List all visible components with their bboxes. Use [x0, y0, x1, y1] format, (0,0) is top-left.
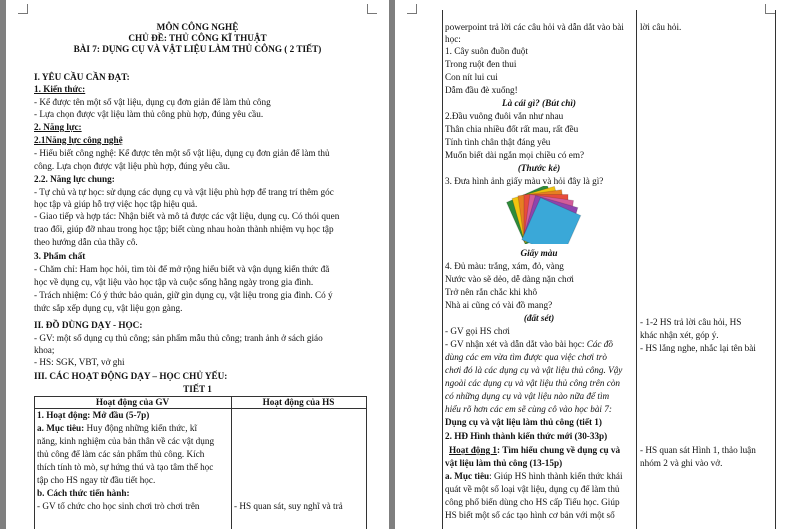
riddle-line: Thân chia nhiều đốt rất mau, rất đều — [445, 124, 579, 134]
subsection-heading: 2.1Năng lực công nghệ — [34, 135, 123, 145]
riddle-line: Muốn biết dài ngắn mọi chiều có em? — [445, 150, 585, 160]
text-line: - Trách nhiệm: Có ý thức bảo quản, giữ gìn dụng cụ, vật liệu trong gia đình. Có ý — [34, 290, 333, 300]
subsection-heading: 3. Phẩm chất — [34, 251, 86, 261]
riddle-line: 1. Cây suôn đuồn đuột — [445, 46, 528, 56]
subject-title: MÔN CÔNG NGHỆ — [156, 22, 239, 32]
table-text: - GV tổ chức cho học sinh chơi trò chơi trên — [37, 501, 200, 511]
crop-mark — [407, 4, 417, 14]
table-text: Huy động những kiến thức, kĩ — [84, 423, 198, 433]
crop-mark — [18, 4, 28, 14]
subsection-heading: 1. Kiến thức: — [34, 84, 86, 94]
table-text: Dụng cụ và vật liệu làm thủ công (tiết 1) — [445, 417, 602, 427]
table-text: thủ công để làm các sản phẩm thủ công. Kích — [37, 449, 205, 459]
table-text: HS biết một số các tạo hình cơ bản với một số — [445, 510, 615, 520]
table-text: : Giúp HS hình thành kiến thức khái — [489, 471, 623, 481]
table-text: lời câu hỏi. — [640, 22, 682, 32]
table-text: khác nhận xét, góp ý. — [640, 330, 719, 340]
table-text: nhóm 2 và ghi vào vở. — [640, 458, 723, 468]
riddle-answer: (đất sét) — [523, 313, 555, 323]
left-page — [6, 0, 389, 529]
text-line: - Lựa chọn được vật liệu làm thủ công phù hợp, đúng yêu cầu. — [34, 109, 264, 119]
table-text: thích tính tò mò, sự hứng thú và tạo tâm thế học — [37, 462, 214, 472]
column-header: Hoạt động của HS — [262, 397, 335, 407]
topic-title: CHỦ ĐỀ: THỦ CÔNG KĨ THUẬT — [128, 33, 267, 43]
table-text: dùng các em vừa tìm được qua việc chơi trò — [445, 352, 607, 362]
crop-mark — [367, 4, 377, 14]
table-text: vật liệu làm thủ công (13-15p) — [445, 458, 563, 468]
riddle-line: Dẫm đầu đè xuống! — [445, 85, 518, 95]
table-text: - 1-2 HS trả lời câu hỏi, HS — [640, 317, 742, 327]
text-line: khoa; — [34, 345, 55, 355]
table-text — [445, 339, 613, 350]
section-heading: II. ĐỒ DÙNG DẠY - HỌC: — [34, 320, 143, 330]
table-text-underline: Hoạt động 1 — [449, 445, 497, 455]
riddle-line: Con nít lui cui — [445, 72, 498, 82]
text-line: học về dụng cụ, vật liệu vào học tập và cuộc sống hằng ngày trong gia đình. — [34, 277, 314, 287]
table-text-italic: Các đồ — [586, 339, 613, 349]
subsection-heading: 2.2. Năng lực chung: — [34, 174, 115, 184]
riddle-line: 4. Đủ màu: trắng, xám, đỏ, vàng — [445, 261, 564, 271]
section-heading: I. YÊU CẦU CẦN ĐẠT: — [34, 72, 130, 82]
riddle-line: Trở nên rắn chắc khi khô — [445, 287, 538, 297]
colored-paper-image — [485, 186, 595, 244]
section-heading: III. CÁC HOẠT ĐỘNG DẠY – HỌC CHỦ YẾU: — [34, 371, 228, 381]
table-text: năng, kinh nghiệm của bản thân về các vật dụng — [37, 436, 215, 446]
riddle-answer: (Thước kẻ) — [517, 163, 561, 173]
table-text: 1. Hoạt động: Mở đầu (5-7p) — [37, 410, 150, 420]
text-line: - Kể được tên một số vật liệu, dụng cụ đơn giản để làm thủ công — [34, 97, 271, 107]
table-text: - HS lắng nghe, nhắc lại tên bài — [640, 343, 756, 353]
table-text: có những dụng cụ và vật liệu nào nữa để tìm — [445, 391, 610, 401]
table-text: - HS quan sát, suy nghĩ và trả — [234, 501, 343, 511]
riddle-line: Nhà ai cũng có vài đồ mang? — [445, 300, 553, 310]
table-text: - GV nhận xét và dẫn dắt vào bài học: — [445, 339, 587, 349]
table-text: hiểu rõ hơn các em sẽ cùng cô vào học bài 7: — [445, 404, 612, 414]
riddle-answer: Là cái gì? (Bút chì) — [501, 98, 576, 108]
table-text: - HS quan sát Hình 1, thảo luận — [640, 445, 756, 455]
text-line: trao đổi, giúp đỡ nhau trong học tập; biết cùng nhau hoàn thành nhiệm vụ học tập — [34, 224, 334, 234]
text-line: theo hướng dẫn của thầy cô. — [34, 237, 138, 247]
text-line: học tập và giúp hỗ trợ việc học tập hiệu quả. — [34, 199, 198, 209]
lesson-title: BÀI 7: DỤNG CỤ VÀ VẬT LIỆU LÀM THỦ CÔNG ( 2 TIẾT) — [73, 44, 322, 54]
text-line: công. Lựa chọn được vật liệu phù hợp, đúng yêu cầu. — [34, 161, 230, 171]
right-page — [395, 0, 787, 529]
text-line: - Chăm chỉ: Ham học hỏi, tìm tòi để mở rộng hiểu biết và vận dụng kiến thức đã — [34, 264, 330, 274]
table-text: chơi đó là các dụng cụ và vật liệu thủ công. Vậy — [445, 365, 623, 375]
riddle-line: Trong ruột đen thui — [445, 59, 517, 69]
text-line: - Hiểu biết công nghệ: Kể được tên một số vật liệu, dụng cụ đơn giản để làm thủ — [34, 148, 330, 158]
riddle-line: 2.Đầu vuông đuôi vắn như nhau — [445, 111, 564, 121]
table-text: ngoài các dụng cụ và vật liệu thủ công trên còn — [445, 378, 621, 388]
table-text: quát về một số loại vật liệu, dụng cụ để làm thủ — [445, 484, 620, 494]
table-text — [449, 445, 620, 456]
text-line: - GV: một số dụng cụ thủ công; sản phẩm mẫu thủ công; tranh ảnh ở sách giáo — [34, 333, 323, 343]
period-title: TIẾT 1 — [183, 384, 212, 394]
text-line: thức sắp xếp dụng cụ, vật liệu gọn gàng. — [34, 303, 183, 313]
crop-mark — [765, 4, 775, 14]
table-text — [445, 471, 623, 482]
subsection-heading: 2. Năng lực: — [34, 122, 82, 132]
table-text: 2. HĐ Hình thành kiến thức mới (30-33p) — [445, 431, 608, 441]
text-line: - Giao tiếp và hợp tác: Nhận biết và mô tả được các vật liệu, dụng cụ. Có thói quen — [34, 211, 340, 221]
table-text — [37, 423, 197, 434]
table-text: : Tìm hiểu chung về dụng cụ và — [497, 445, 621, 455]
table-text: b. Cách thức tiến hành: — [37, 488, 130, 498]
table-text: 3. Đưa hình ảnh giấy màu và hỏi đây là gì? — [445, 176, 604, 186]
image-caption: Giấy màu — [520, 248, 558, 258]
column-header: Hoạt động của GV — [95, 397, 170, 407]
table-text: - GV gọi HS chơi — [445, 326, 510, 336]
table-text: powerpoint trả lời các câu hỏi và dẫn dắt vào bài — [445, 22, 624, 32]
table-text: tập cho HS ngay từ đầu tiết học. — [37, 475, 156, 485]
riddle-line: Nước vào sẽ dẻo, dễ dàng nặn chơi — [445, 274, 574, 284]
text-line: - Tự chủ và tự học: sử dụng các dụng cụ và vật liệu phù hợp để trang trí thêm góc — [34, 187, 334, 197]
table-text: công phổ biến dùng cho HS cấp Tiểu học. Giúp — [445, 497, 620, 507]
riddle-line: Tính tình chân thật đáng yêu — [445, 137, 551, 147]
text-line: - HS: SGK, VBT, vở ghi — [34, 357, 125, 367]
table-text-bold: a. Mục tiêu — [445, 471, 490, 481]
table-text: học: — [445, 34, 461, 44]
table-text-bold: a. Mục tiêu: — [37, 423, 85, 433]
